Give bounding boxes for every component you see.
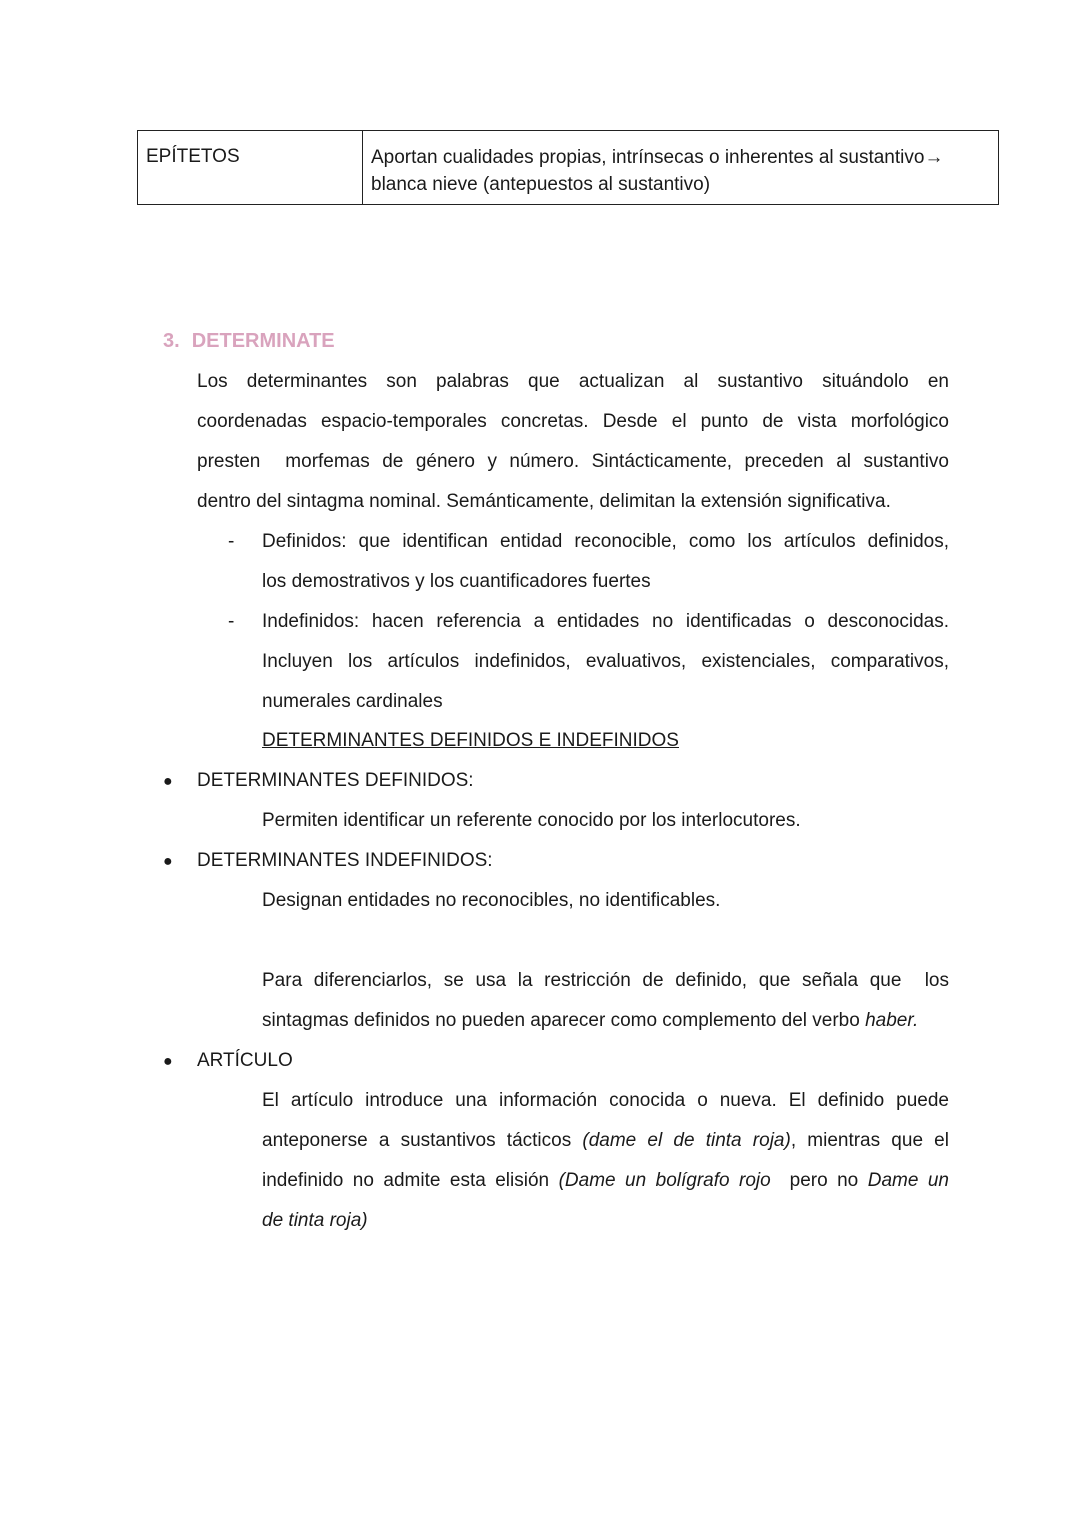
italic-text: Dame un xyxy=(867,1170,949,1191)
italic-text: (Dame un bolígrafo rojo xyxy=(558,1170,771,1191)
paragraph-line xyxy=(262,1121,949,1161)
section-number: 3. xyxy=(163,330,180,352)
definidos-description: Permiten identificar un referente conocido por los interlocutores. xyxy=(262,810,801,831)
dash-list-item-indefinidos xyxy=(228,602,949,722)
bullet-dot: ● xyxy=(163,1053,173,1070)
bullet-label: ARTÍCULO xyxy=(197,1050,293,1071)
intro-paragraph xyxy=(197,362,949,522)
table-description-cell xyxy=(363,131,998,204)
dash-list-item-definidos xyxy=(228,522,949,602)
list-item-line: Definidos: que identifican entidad reconocible, como los artículos definidos, xyxy=(262,531,949,552)
bullet-definidos xyxy=(163,761,474,802)
paragraph-line: dentro del sintagma nominal. Semánticamente, delimitan la extensión significativa. xyxy=(197,491,891,512)
italic-text: haber. xyxy=(865,1010,919,1031)
bullet-dot: ● xyxy=(163,773,173,790)
bullet-label: DETERMINANTES DEFINIDOS: xyxy=(197,770,474,791)
articulo-paragraph xyxy=(262,1081,949,1241)
list-item-line: los demostrativos y los cuantificadores fuertes xyxy=(262,571,651,592)
text-run: pero no xyxy=(770,1170,868,1191)
text-run: sintagmas definidos no pueden aparecer como complemento del verbo xyxy=(262,1010,866,1031)
list-item-line: numerales cardinales xyxy=(262,691,443,712)
indefinidos-description: Designan entidades no reconocibles, no identificables. xyxy=(262,890,721,911)
italic-text: (dame el de tinta roja) xyxy=(582,1130,791,1151)
list-item-line: Indefinidos: hacen referencia a entidades no identificadas o desconocidas. xyxy=(262,611,949,632)
paragraph-line: coordenadas espacio-temporales concretas. Desde el punto de vista morfológico xyxy=(197,411,949,432)
text-run: indefinido no admite esta elisión xyxy=(262,1170,559,1191)
table-term: EPÍTETOS xyxy=(146,146,240,167)
bullet-label: DETERMINANTES INDEFINIDOS: xyxy=(197,850,493,871)
subtitle-underlined: DETERMINANTES DEFINIDOS E INDEFINIDOS xyxy=(262,730,679,751)
bullet-indefinidos xyxy=(163,841,493,882)
table-term-cell xyxy=(138,131,363,204)
paragraph-line: presten morfemas de género y número. Sintácticamente, preceden al sustantivo xyxy=(197,451,949,472)
list-item-line: Incluyen los artículos indefinidos, evaluativos, existenciales, comparativos, xyxy=(262,651,949,672)
paragraph-line xyxy=(262,1161,949,1201)
section-heading xyxy=(163,327,335,355)
bullet-articulo xyxy=(163,1041,293,1082)
restriccion-paragraph xyxy=(262,961,949,1041)
paragraph-line: El artículo introduce una información conocida o nueva. El definido puede xyxy=(262,1090,949,1111)
epitetos-table xyxy=(137,130,999,205)
table-description-line: blanca nieve (antepuestos al sustantivo) xyxy=(371,174,711,195)
text-run: anteponerse a sustantivos tácticos xyxy=(262,1130,583,1151)
bullet-dot: ● xyxy=(163,853,173,870)
paragraph-line xyxy=(262,1001,949,1041)
table-description-line: Aportan cualidades propias, intrínsecas o inherentes al sustantivo→ xyxy=(371,147,944,168)
dash-marker: - xyxy=(228,531,235,552)
italic-text: de tinta roja) xyxy=(262,1210,368,1231)
paragraph-line: Los determinantes son palabras que actualizan al sustantivo situándolo en xyxy=(197,371,949,392)
text-run: , mientras que el xyxy=(790,1130,949,1151)
dash-marker: - xyxy=(228,611,235,632)
section-title: DETERMINATE xyxy=(191,330,335,352)
paragraph-line xyxy=(262,1201,949,1241)
paragraph-line: Para diferenciarlos, se usa la restricción de definido, que señala que los xyxy=(262,970,949,991)
